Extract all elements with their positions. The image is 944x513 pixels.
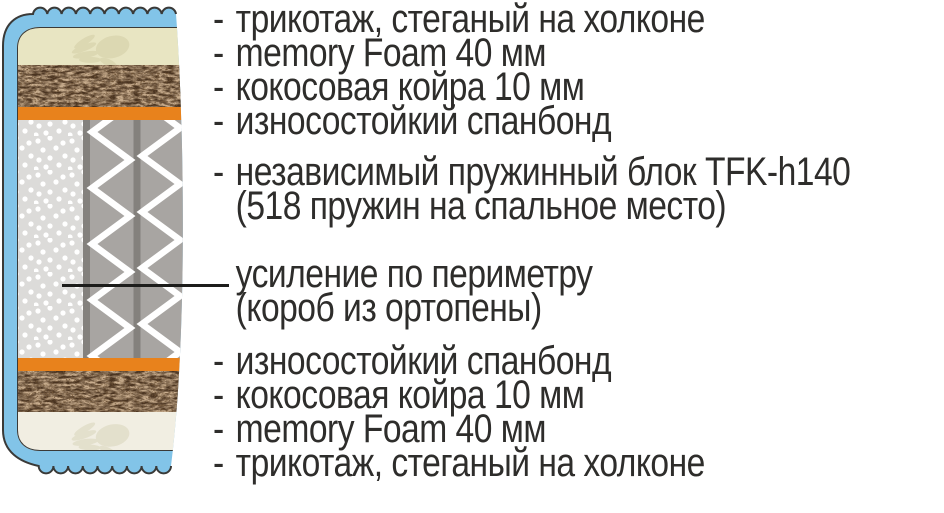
label-text: трикотаж, стеганый на холконе [235, 441, 705, 485]
label-text: memory Foam 40 мм [235, 31, 546, 75]
dash-bullet: - [213, 441, 224, 485]
dash-bullet: - [213, 150, 224, 194]
dash-bullet: - [213, 373, 224, 417]
dash-bullet: - [213, 407, 224, 451]
label-text: износостойкий спанбонд [235, 99, 612, 143]
label-text: кокосовая койра 10 мм [235, 65, 585, 109]
label-text: кокосовая койра 10 мм [235, 373, 585, 417]
label-text: (короб из ортопены) [235, 286, 542, 330]
dash-bullet: - [213, 0, 224, 41]
label-text: усиление по периметру [235, 252, 593, 296]
dash-bullet: - [213, 339, 224, 383]
dash-bullet: - [213, 31, 224, 75]
label-text: memory Foam 40 мм [235, 407, 546, 451]
label-text: независимый пружинный блок TFK-h140 [235, 150, 851, 194]
label-line [213, 441, 705, 485]
label-group-bottom [213, 339, 705, 485]
dash-bullet: - [213, 99, 224, 143]
label-line [235, 184, 851, 228]
label-line [213, 99, 705, 143]
label-text: трикотаж, стеганый на холконе [235, 0, 705, 41]
label-line [235, 286, 593, 330]
dash-bullet: - [213, 65, 224, 109]
label-group-top [213, 0, 705, 143]
label-text: (518 пружин на спальное место) [235, 184, 727, 228]
label-group-spring [213, 150, 851, 228]
label-text: износостойкий спанбонд [235, 339, 612, 383]
label-group-perimeter [213, 252, 593, 330]
